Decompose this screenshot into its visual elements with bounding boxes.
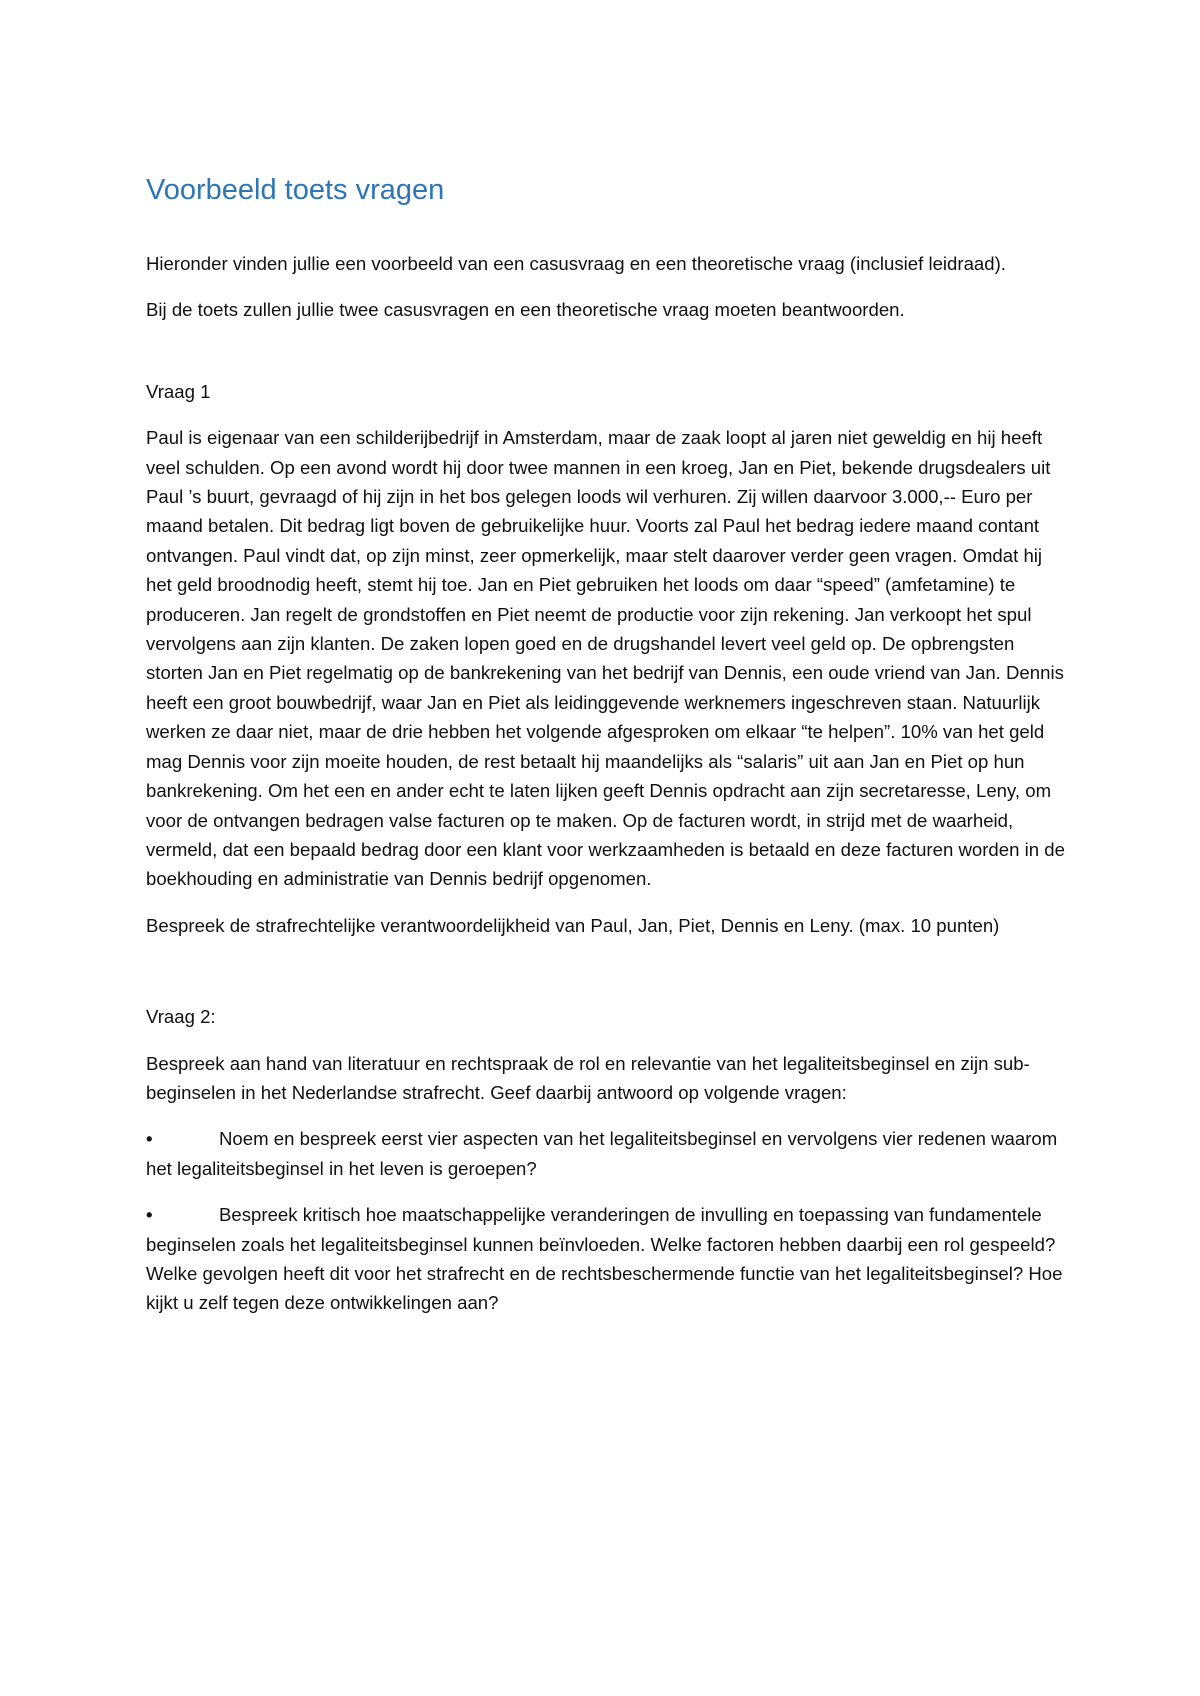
intro-paragraph-2: Bij de toets zullen jullie twee casusvragen en een theoretische vraag moeten beantwoorden. [146,299,905,321]
question-2-section [146,1002,1070,1318]
bullet-item-1 [146,1124,1070,1183]
bullet-text-1: Noem en bespreek eerst vier aspecten van het legaliteitsbeginsel en vervolgens vier redenen waarom het legaliteitsbeginsel in het leven is geroepen? [146,1128,1058,1179]
question-1-heading: Vraag 1 [146,380,211,402]
bullet-text-2: Bespreek kritisch hoe maatschappelijke veranderingen de invulling en toepassing van fundamentele beginselen zoals het legaliteitsbeginsel kunnen beïnvloeden. Welke factoren hebben daarbij een rol gespeeld? Welke gevolgen heeft dit voor het strafrecht en de rechtsbeschermende functie van het legaliteitsbeginsel? Hoe kijkt u zelf tegen deze ontwikkelingen aan? [146,1204,1063,1314]
question-1-case-text: Paul is eigenaar van een schilderijbedrijf in Amsterdam, maar de zaak loopt al jaren niet geweldig en hij heeft veel schulden. Op een avond wordt hij door twee mannen in een kroeg, Jan en Piet, bekende drugsdealers uit Paul ’s buurt, gevraagd of hij zijn in het bos gelegen loods wil verhuren. Zij willen daarvoor 3.000,-- Euro per maand betalen. Dit bedrag ligt boven de gebruikelijke huur. Voorts zal Paul het bedrag iedere maand contant ontvangen. Paul vindt dat, op zijn minst, zeer opmerkelijk, maar stelt daarover verder geen vragen. Omdat hij het geld broodnodig heeft, stemt hij toe. Jan en Piet gebruiken het loods om daar “speed” (amfetamine) te produceren. Jan regelt de grondstoffen en Piet neemt de productie voor zijn rekening. Jan verkoopt het spul vervolgens aan zijn klanten. De zaken lopen goed en de drugshandel levert veel geld op. De opbrengsten storten Jan en Piet regelmatig op de bankrekening van het bedrijf van Dennis, een oude vriend van Jan. Dennis heeft een groot bouwbedrijf, waar Jan en Piet als leidinggevende werknemers ingeschreven staan. Natuurlijk werken ze daar niet, maar de drie hebben het volgende afgesproken om elkaar “te helpen”. 10% van het geld mag Dennis voor zijn moeite houden, de rest betaalt hij maandelijks als “salaris” uit aan Jan en Piet op hun bankrekening. Om het een en ander echt te laten lijken geeft Dennis opdracht aan zijn secretaresse, Leny, om voor de ontvangen bedragen valse facturen op te maken. Op de facturen wordt, in strijd met de waarheid, vermeld, dat een bepaald bedrag door een klant voor werkzaamheden is betaald en deze facturen worden in de boekhouding en administratie van Dennis bedrijf opgenomen. [146,427,1065,890]
question-2-heading: Vraag 2: [146,1006,216,1028]
question-1-task: Bespreek de strafrechtelijke verantwoordelijkheid van Paul, Jan, Piet, Dennis en Leny. (max. 10 punten) [146,914,1000,936]
document-title: Voorbeeld toets vragen [146,174,445,206]
intro-paragraph-1: Hieronder vinden jullie een voorbeeld van een casusvraag en een theoretische vraag (inclusief leidraad). [146,253,1006,274]
question-1-section [146,377,1070,940]
question-2-task: Bespreek aan hand van literatuur en rechtspraak de rol en relevantie van het legaliteitsbeginsel en zijn sub-beginselen in het Nederlandse strafrecht. Geef daarbij antwoord op volgende vragen: [146,1052,1030,1103]
bullet-icon: • [146,1128,153,1150]
bullet-item-2 [146,1200,1070,1318]
document-body [146,170,1070,1335]
bullet-icon: • [146,1204,153,1226]
